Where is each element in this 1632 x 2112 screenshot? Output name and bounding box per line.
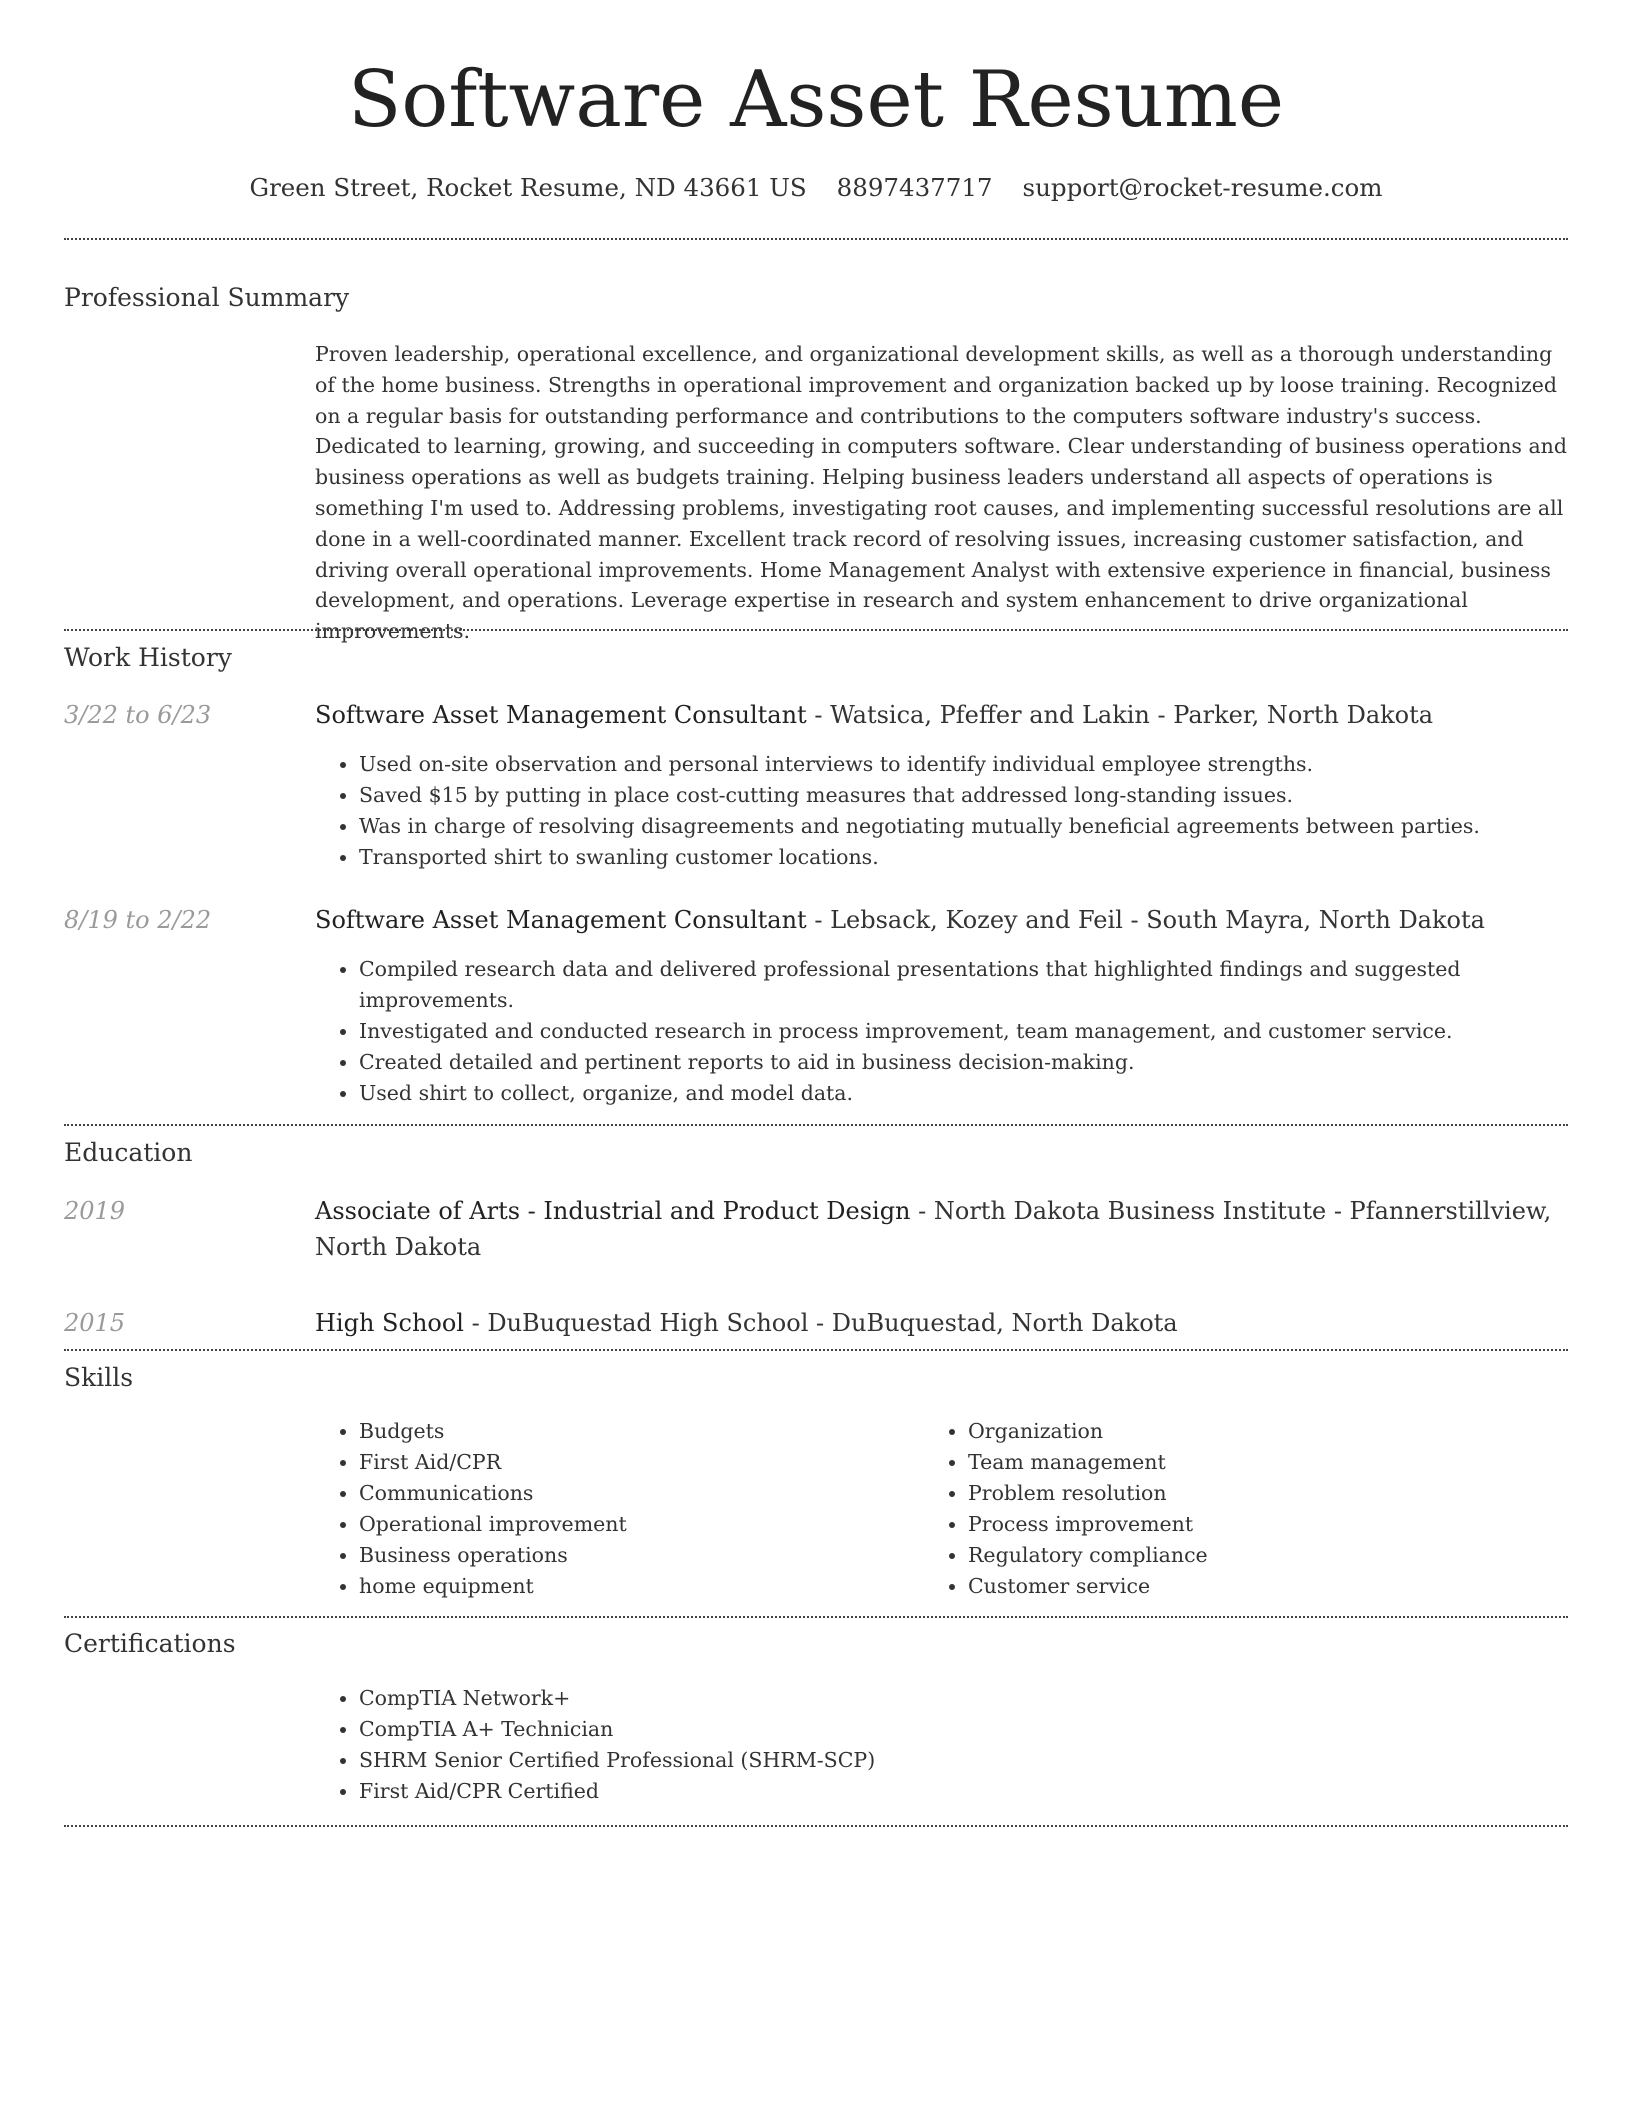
section-divider — [64, 629, 1568, 631]
list-item: • SHRM Senior Certified Professional (SHRM-SCP) — [359, 1745, 1509, 1776]
skills-list-left — [315, 1416, 919, 1602]
list-item: • Business operations — [359, 1540, 919, 1571]
section-heading-skills: Skills — [64, 1363, 134, 1392]
section-heading-summary: Professional Summary — [64, 283, 350, 312]
job-employer-location: - Lebsack, Kozey and Feil - South Mayra, North Dakota — [806, 906, 1485, 934]
education-entry — [315, 1193, 1568, 1265]
list-item: • Budgets — [359, 1416, 919, 1447]
job-bullets — [315, 749, 1509, 873]
section-heading-certifications: Certifications — [64, 1629, 236, 1658]
job-heading — [315, 697, 1568, 733]
section-divider — [64, 1616, 1568, 1618]
list-item: • Regulatory compliance — [968, 1540, 1568, 1571]
job-dates: 8/19 to 2/22 — [64, 906, 212, 934]
list-item: • First Aid/CPR Certified — [359, 1776, 1509, 1807]
education-degree: Associate of Arts - Industrial and Product Design — [315, 1197, 911, 1225]
list-item: • Transported shirt to swanling customer locations. — [359, 842, 1509, 873]
list-item: • CompTIA Network+ — [359, 1683, 1509, 1714]
list-item: • Process improvement — [968, 1509, 1568, 1540]
list-item: • Team management — [968, 1447, 1568, 1478]
education-school-location: - DuBuquestad High School - DuBuquestad, North Dakota — [463, 1309, 1178, 1337]
contact-email: support@rocket-resume.com — [1022, 173, 1383, 202]
list-item: • Communications — [359, 1478, 919, 1509]
list-item: • Was in charge of resolving disagreements and negotiating mutually beneficial agreements between parties. — [359, 811, 1509, 842]
list-item: • Used shirt to collect, organize, and model data. — [359, 1078, 1509, 1109]
education-school-location: - North Dakota Business Institute - Pfannerstillview, North Dakota — [315, 1197, 1552, 1261]
list-item: • Saved $15 by putting in place cost-cutting measures that addressed long-standing issues. — [359, 780, 1509, 811]
contact-line — [64, 168, 1568, 208]
list-item: • Customer service — [968, 1571, 1568, 1602]
list-item: • Operational improvement — [359, 1509, 919, 1540]
education-degree: High School — [315, 1309, 464, 1337]
section-divider — [64, 1349, 1568, 1351]
list-item: • Investigated and conducted research in process improvement, team management, and customer service. — [359, 1016, 1509, 1047]
certifications-list — [315, 1683, 1509, 1807]
list-item: • Created detailed and pertinent reports to aid in business decision-making. — [359, 1047, 1509, 1078]
candidate-name: Software Asset Resume — [347, 55, 1285, 145]
section-divider — [64, 238, 1568, 240]
list-item: • Used on-site observation and personal interviews to identify individual employee strengths. — [359, 749, 1509, 780]
list-item: • Problem resolution — [968, 1478, 1568, 1509]
section-divider — [64, 1124, 1568, 1126]
section-divider — [64, 1825, 1568, 1827]
job-heading — [315, 902, 1568, 938]
list-item: • Compiled research data and delivered professional presentations that highlighted findings and suggested improvements. — [359, 954, 1509, 1016]
education-year: 2019 — [64, 1197, 126, 1225]
contact-address: Green Street, Rocket Resume, ND 43661 US — [249, 173, 807, 202]
job-title: Software Asset Management Consultant — [315, 906, 807, 934]
job-bullets — [315, 954, 1509, 1109]
list-item: • Organization — [968, 1416, 1568, 1447]
list-item: • CompTIA A+ Technician — [359, 1714, 1509, 1745]
job-employer-location: - Watsica, Pfeffer and Lakin - Parker, North Dakota — [806, 701, 1434, 729]
job-dates: 3/22 to 6/23 — [64, 701, 212, 729]
contact-phone: 8897437717 — [836, 173, 993, 202]
list-item: • First Aid/CPR — [359, 1447, 919, 1478]
summary-text: Proven leadership, operational excellence, and organizational development skills, as well as a thorough understanding of the home business. Strengths in operational improvement and organization backed up by loose training. Recognized on a regular basis for outstanding performance and contributions to the computers software industry's success. Dedicated to learning, growing, and succeeding in computers software. Clear understanding of business operations and business operations as well as budgets training. Helping business leaders understand all aspects of operations is something I'm used to. Addressing problems, investigating root causes, and implementing successful resolutions are all done in a well-coordinated manner. Excellent track record of resolving issues, increasing customer satisfaction, and driving overall operational improvements. Home Management Analyst with extensive experience in financial, business development, and operations. Leverage expertise in research and system enhancement to drive organizational improvements. — [315, 342, 1567, 644]
section-heading-education: Education — [64, 1138, 193, 1167]
job-title: Software Asset Management Consultant — [315, 701, 807, 729]
education-year: 2015 — [64, 1309, 126, 1337]
section-heading-work-history: Work History — [64, 643, 232, 672]
list-item: • home equipment — [359, 1571, 919, 1602]
skills-list-right — [924, 1416, 1568, 1602]
education-entry — [315, 1305, 1568, 1341]
